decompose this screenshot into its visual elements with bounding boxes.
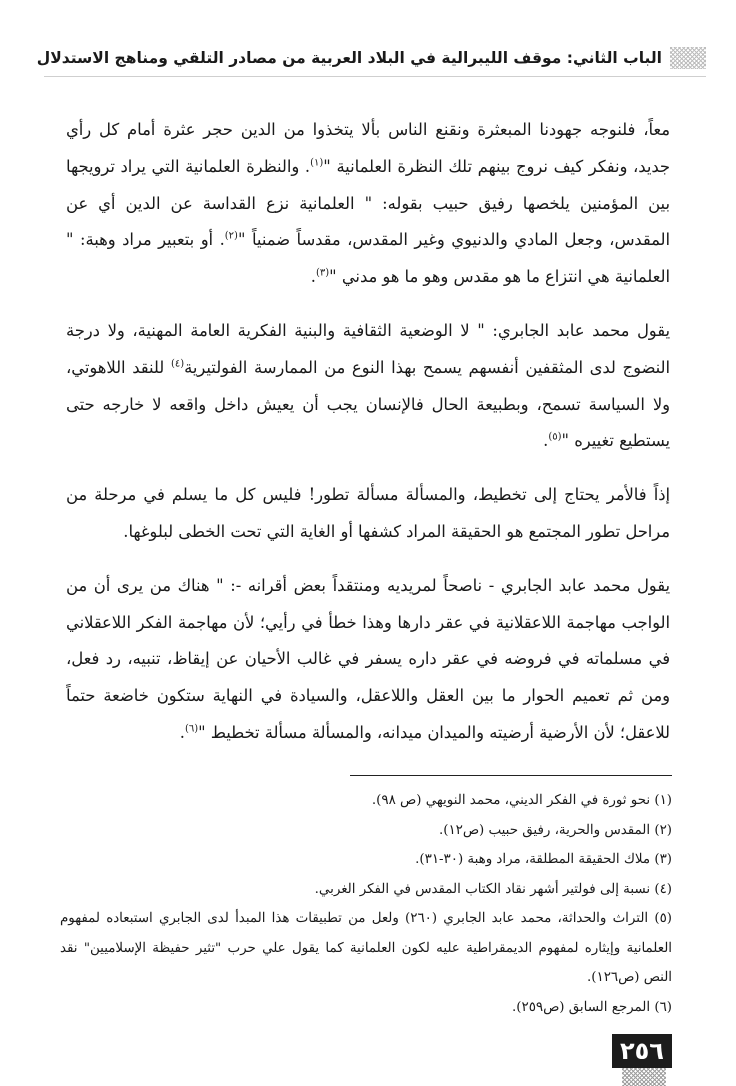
running-header <box>36 40 706 77</box>
footnote-ref[interactable]: (٣) <box>315 267 330 279</box>
footnote-ref[interactable]: (٢) <box>224 230 238 242</box>
footnote-ref[interactable]: (٦) <box>184 723 199 735</box>
header-title: الباب الثاني: موقف الليبرالية في البلاد العربية من مصادر التلقي ومناهج الاستدلال <box>36 49 662 67</box>
paragraph-text: . أو بتعبير مراد وهبة: " العلمانية هي انتزاع ما هو مقدس وهو ما هو مدني " <box>66 230 670 287</box>
paragraph-text: . <box>543 431 549 451</box>
paragraph-4 <box>66 568 670 752</box>
footnote-5: (٥) التراث والحداثة، محمد عابد الجابري (٢٦٠) ولعل من تطبيقات هذا المبدأ لدى الجابري استبعاده لمفهوم العلمانية وإيثاره لمفهوم الديمقراطية عليه لكون العلمانية كما يقول علي حرب "تثير حفيظة الإسلاميين" نقد النص (ص١٢٦). <box>60 911 672 985</box>
page-number: ٢٥٦ <box>612 1034 672 1068</box>
footnote-ref[interactable]: (٤) <box>170 358 185 370</box>
paragraph-text: إذاً فالأمر يحتاج إلى تخطيط، والمسألة مسألة تطور! فليس كل ما يسلم في مرحلة من مراحل تطور المجتمع هو الحقيقة المراد كشفها أو الغاية التي تحت الخطى لبلوغها. <box>66 485 670 541</box>
paragraph-text: . والنظرة العلمانية التي يراد ترويجها بين المؤمنين يلخصها رفيق حبيب بقوله: " العلمانية نزع القداسة عن الدين أي عن المقدس، وجعل المادي والدنيوي وغير المقدس، مقدساً ضمنياً " <box>66 156 670 250</box>
footnote-3: (٣) ملاك الحقيقة المطلقة، مراد وهبة (٣٠-٣١). <box>415 852 672 867</box>
footnotes <box>60 786 672 1022</box>
footnote-6: (٦) المرجع السابق (ص٢٥٩). <box>512 999 672 1015</box>
paragraph-text: . <box>179 722 185 742</box>
footnote-ref[interactable]: (١) <box>310 157 324 169</box>
paragraph-text: . <box>310 267 316 287</box>
footnote-2: (٢) المقدس والحرية، رفيق حبيب (ص١٢). <box>438 822 672 838</box>
footnote-1: (١) نحو ثورة في الفكر الديني، محمد النويهي (ص ٩٨). <box>371 793 672 808</box>
header-ornament-icon <box>670 47 706 69</box>
paragraph-text: يقول محمد عابد الجابري - ناصحاً لمريديه ومنتقداً بعض أقرانه -: " هناك من يرى أن من الواجب مهاجمة اللاعقلانية في عقر دارها وهذا خطأ في رأيي؛ لأن مهاجمة الفكر اللاعقلاني في مسلماته في فروضه في عقر داره يسفر في غالب الأحيان عن إيقاظ، تنبيه، رد فعل، ومن ثم تعميم الحوار ما بين العقل واللاعقل، والسيادة في النهاية ستكون خاضعة حتماً للاعقل؛ لأن الأرضية أرضيته والميدان ميدانه، والمسألة مسألة تخطيط " <box>66 575 670 742</box>
main-text <box>66 112 670 769</box>
footnote-divider <box>350 775 672 776</box>
paragraph-text: معاً، فلنوجه جهودنا المبعثرة ونقنع الناس بألا يتخذوا من الدين حجر عثرة أمام كل رأي جديد، ونفكر كيف نروج بينهم تلك النظرة العلمانية " <box>66 120 670 176</box>
paragraph-text: يقول محمد عابد الجابري: " لا الوضعية الثقافية والبنية الفكرية العامة المهنية، ولا درجة النضوج لدى المثقفين أنفسهم يسمح بهذا النوع من الممارسة الفولتيرية <box>66 320 670 377</box>
paragraph-2 <box>66 313 670 460</box>
footnote-ref[interactable]: (٥) <box>548 431 562 443</box>
paragraph-3 <box>66 477 670 551</box>
paragraph-1 <box>66 112 670 296</box>
paragraph-text: للنقد اللاهوتي، ولا السياسة تسمح، وبطبيعة الحال فالإنسان يجب أن يعيش داخل واقعه لا خارجه حتى يستطيع تغييره " <box>66 357 670 451</box>
footnote-4: (٤) نسبة إلى فولتير أشهر نقاد الكتاب المقدس في الفكر الغربي. <box>314 881 672 897</box>
page-tab-ornament-icon <box>622 1068 666 1086</box>
